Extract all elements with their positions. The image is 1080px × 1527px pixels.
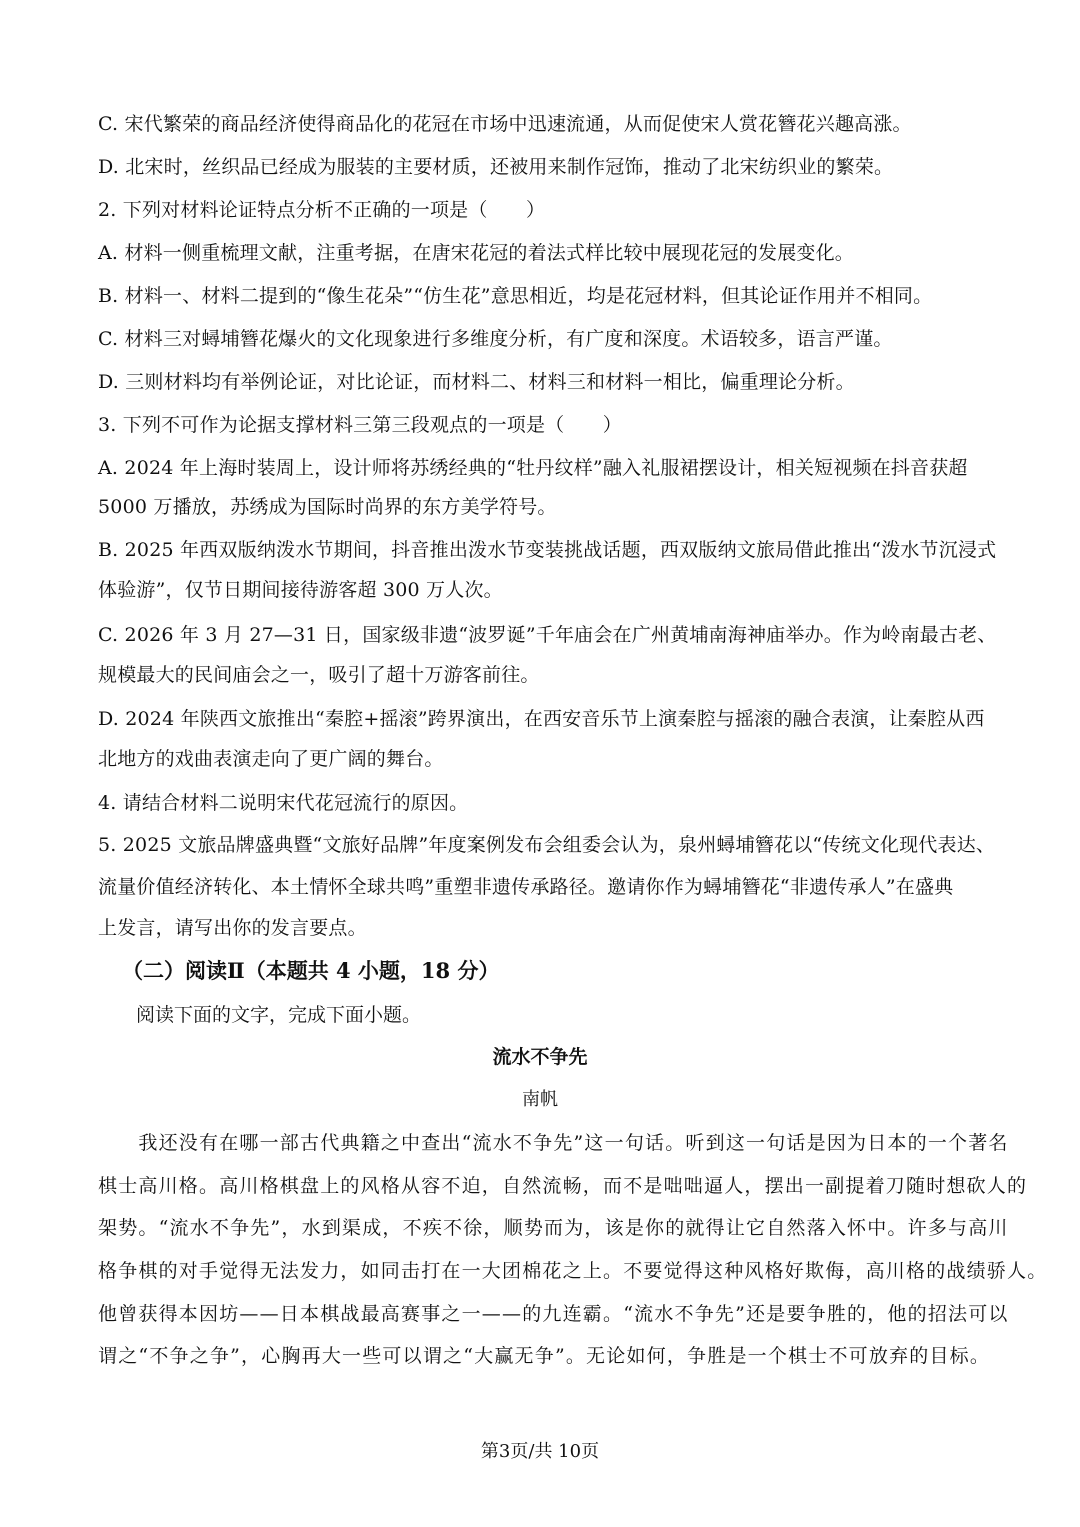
q3-option-b-line2: 体验游”，仅节日期间接待游客超 300 万人次。: [98, 579, 503, 601]
article-line: 我还没有在哪一部古代典籍之中查出“流水不争先”这一句话。听到这一句话是因为日本的一个著名: [98, 1132, 1009, 1154]
q3-option-a-line2: 5000 万播放，苏绣成为国际时尚界的东方美学符号。: [98, 496, 557, 518]
article-line: 棋士高川格。高川格棋盘上的风格从容不迫，自然流畅，而不是咄咄逼人，摆出一副提着刀随时想砍人的: [98, 1175, 1028, 1197]
article-line: 他曾获得本因坊——日本棋战最高赛事之一——的九连霸。“流水不争先”还是要争胜的，他的招法可以: [98, 1303, 1009, 1325]
q2-option-b: B. 材料一、材料二提到的“像生花朵”“仿生花”意思相近，均是花冠材料，但其论证作用并不相同。: [98, 285, 933, 307]
q3-option-d-line2: 北地方的戏曲表演走向了更广阔的舞台。: [98, 748, 444, 770]
q3-option-d-line1: D. 2024 年陕西文旅推出“秦腔+摇滚”跨界演出，在西安音乐节上演秦腔与摇滚的融合表演，让秦腔从西: [98, 708, 985, 730]
section-intro: 阅读下面的文字，完成下面小题。: [136, 1004, 422, 1026]
q5-line1: 5. 2025 文旅品牌盛典暨“文旅好品牌”年度案例发布会组委会认为，泉州蟳埔簪花以“传统文化现代表达、: [98, 834, 996, 856]
q3-option-b-line1: B. 2025 年西双版纳泼水节期间，抖音推出泼水节变装挑战话题，西双版纳文旅局借此推出“泼水节沉浸式: [98, 539, 997, 561]
article-line: 谓之“不争之争”，心胸再大一些可以谓之“大赢无争”。无论如何，争胜是一个棋士不可放弃的目标。: [98, 1345, 991, 1367]
q5-line3: 上发言，请写出你的发言要点。: [98, 917, 367, 939]
q3-option-c-line2: 规模最大的民间庙会之一，吸引了超十万游客前往。: [98, 664, 540, 686]
article-line: 格争棋的对手觉得无法发力，如同击打在一大团棉花之上。不要觉得这种风格好欺侮，高川格的战绩骄人。: [98, 1260, 1048, 1282]
section-heading: （二）阅读Ⅱ（本题共 4 小题，18 分）: [122, 958, 500, 983]
q2-stem: 2. 下列对材料论证特点分析不正确的一项是（ ）: [98, 199, 546, 221]
q1-option-c: C. 宋代繁荣的商品经济使得商品化的花冠在市场中迅速流通，从而促使宋人赏花簪花兴趣高涨。: [98, 113, 912, 135]
q3-option-a-line1: A. 2024 年上海时装周上，设计师将苏绣经典的“牡丹纹样”融入礼服裙摆设计，相关短视频在抖音获超: [98, 457, 968, 479]
q4-stem: 4. 请结合材料二说明宋代花冠流行的原因。: [98, 792, 469, 814]
article-author: 南帆: [522, 1089, 558, 1110]
page-number: 第3页/共 10页: [480, 1441, 600, 1462]
q2-option-c: C. 材料三对蟳埔簪花爆火的文化现象进行多维度分析，有广度和深度。术语较多，语言严谨。: [98, 328, 893, 350]
q3-option-c-line1: C. 2026 年 3 月 27—31 日，国家级非遗“波罗诞”千年庙会在广州黄埔南海神庙举办。作为岭南最古老、: [98, 624, 997, 646]
q1-option-d: D. 北宋时，丝织品已经成为服装的主要材质，还被用来制作冠饰，推动了北宋纺织业的繁荣。: [98, 156, 894, 178]
q5-line2: 流量价值经济转化、本土情怀全球共鸣”重塑非遗传承路径。邀请你作为蟳埔簪花“非遗传承人”在盛典: [98, 876, 954, 898]
q2-option-d: D. 三则材料均有举例论证，对比论证，而材料二、材料三和材料一相比，偏重理论分析。: [98, 371, 855, 393]
q3-stem: 3. 下列不可作为论据支撑材料三第三段观点的一项是（ ）: [98, 414, 622, 436]
q2-option-a: A. 材料一侧重梳理文献，注重考据，在唐宋花冠的着法式样比较中展现花冠的发展变化。: [98, 242, 855, 264]
article-line: 架势。“流水不争先”，水到渠成，不疾不徐，顺势而为，该是你的就得让它自然落入怀中。许多与高川: [98, 1217, 1009, 1239]
article-title: 流水不争先: [492, 1046, 588, 1068]
